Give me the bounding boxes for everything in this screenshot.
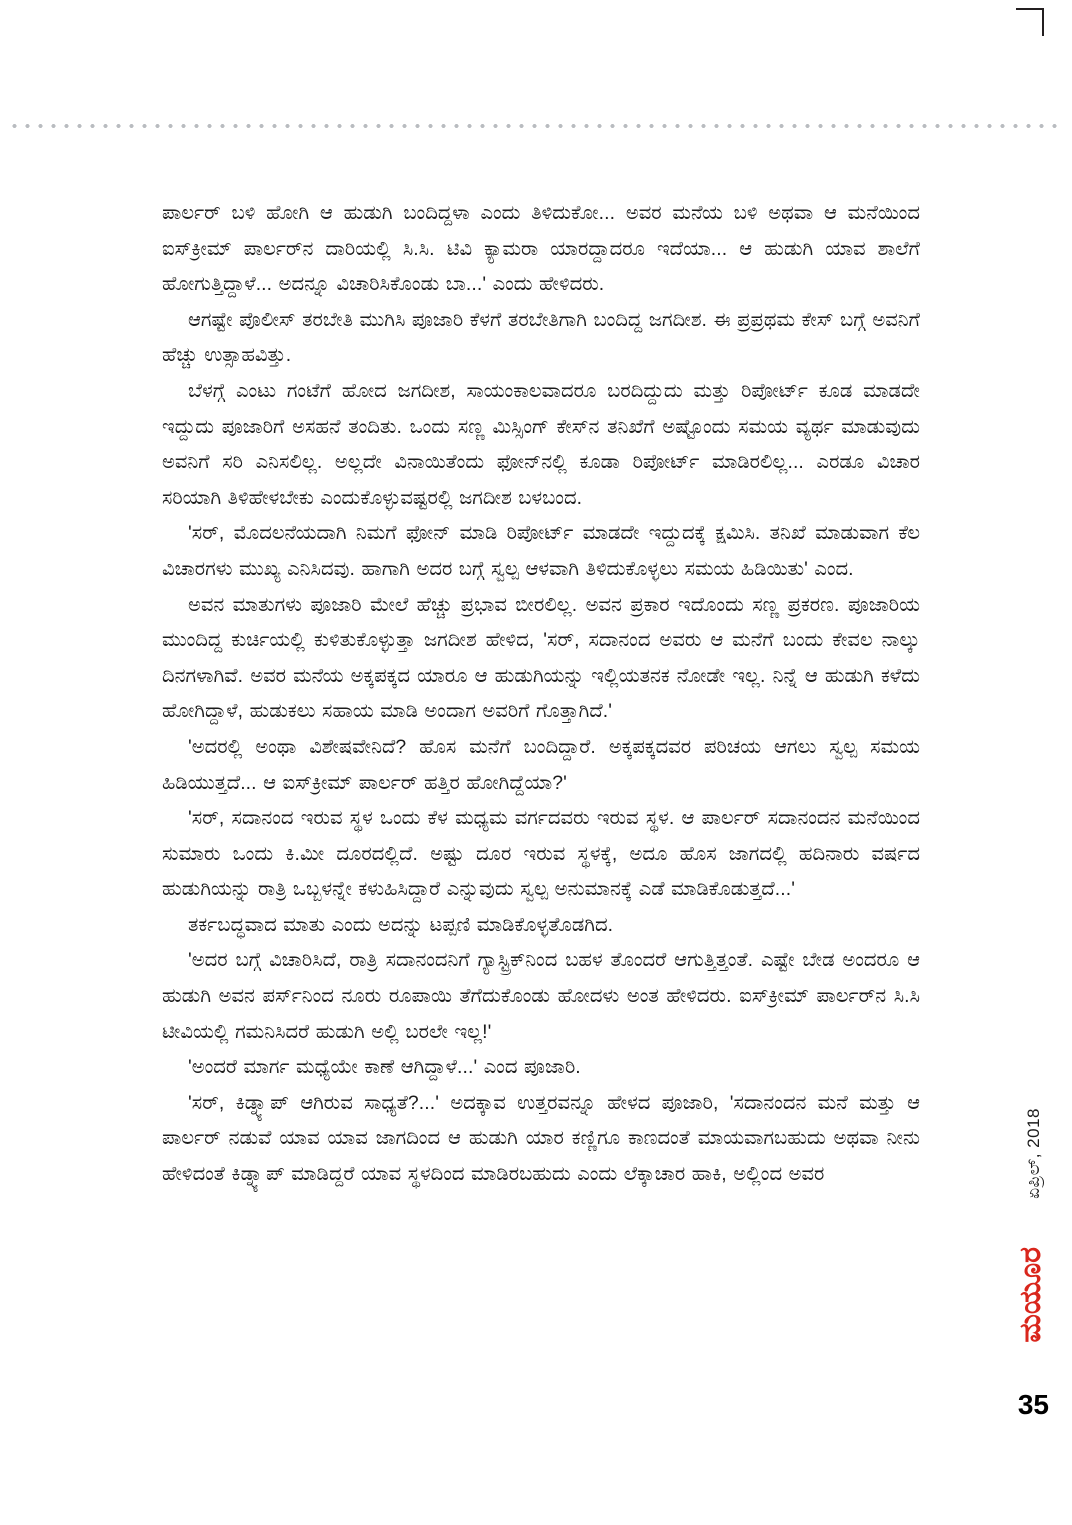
paragraph: 'ಅದರಲ್ಲಿ ಅಂಥಾ ವಿಶೇಷವೇನಿದೆ? ಹೊಸ ಮನೆಗೆ ಬಂದಿದ್ದಾರೆ. ಅಕ್ಕಪಕ್ಕದವರ ಪರಿಚಯ ಆಗಲು ಸ್ವಲ್ಪ ಸಮಯ ಹಿಡಿಯುತ್ತದೆ... ಆ ಐಸ್‌ಕ್ರೀಮ್ ಪಾರ್ಲರ್ ಹತ್ತಿರ ಹೋಗಿದ್ದೆಯಾ?' xyxy=(162,735,920,794)
dotted-divider xyxy=(8,123,1064,129)
paragraph: 'ಅದರ ಬಗ್ಗೆ ವಿಚಾರಿಸಿದೆ, ರಾತ್ರಿ ಸದಾನಂದನಿಗೆ ಗ್ಯಾಸ್ಟ್ರಿಕ್‌ನಿಂದ ಬಹಳ ತೊಂದರೆ ಆಗುತ್ತಿತ್ತಂತೆ. ಎಷ್ಟೇ ಬೇಡ ಅಂದರೂ ಆ ಹುಡುಗಿ ಅವನ ಪರ್ಸ್‌ನಿಂದ ನೂರು ರೂಪಾಯಿ ತೆಗೆದುಕೊಂಡು ಹೋದಳು ಅಂತ ಹೇಳಿದರು. ಐಸ್‌ಕ್ರೀಮ್ ಪಾರ್ಲರ್‌ನ ಸಿ.ಸಿ ಟೀವಿಯಲ್ಲಿ ಗಮನಿಸಿದರೆ ಹುಡುಗಿ ಅಲ್ಲಿ ಬರಲೇ ಇಲ್ಲ!' xyxy=(162,949,920,1043)
paragraph: ಅವನ ಮಾತುಗಳು ಪೂಜಾರಿ ಮೇಲೆ ಹೆಚ್ಚು ಪ್ರಭಾವ ಬೀರಲಿಲ್ಲ. ಅವನ ಪ್ರಕಾರ ಇದೊಂದು ಸಣ್ಣ ಪ್ರಕರಣ. ಪೂಜಾರಿಯ ಮುಂದಿದ್ದ ಕುರ್ಚಿಯಲ್ಲಿ ಕುಳಿತುಕೊಳ್ಳುತ್ತಾ ಜಗದೀಶ ಹೇಳಿದ, 'ಸರ್, ಸದಾನಂದ ಅವರು ಆ ಮನೆಗೆ ಬಂದು ಕೇವಲ ನಾಲ್ಕು ದಿನಗಳಾಗಿವೆ. ಅವರ ಮನೆಯ ಅಕ್ಕಪಕ್ಕದ ಯಾರೂ ಆ ಹುಡುಗಿಯನ್ನು ಇಲ್ಲಿಯತನಕ ನೋಡೇ ಇಲ್ಲ. ನಿನ್ನೆ ಆ ಹುಡುಗಿ ಕಳೆದು ಹೋಗಿದ್ದಾಳೆ, ಹುಡುಕಲು ಸಹಾಯ ಮಾಡಿ ಅಂದಾಗ ಅವರಿಗೆ ಗೊತ್ತಾಗಿದೆ.' xyxy=(162,593,920,723)
paragraph: 'ಸರ್, ಕಿಡ್ನ್ಯಾಪ್ ಆಗಿರುವ ಸಾಧ್ಯತೆ?...' ಅದಕ್ಕಾವ ಉತ್ತರವನ್ನೂ ಹೇಳದ ಪೂಜಾರಿ, 'ಸದಾನಂದನ ಮನೆ ಮತ್ತು ಆ ಪಾರ್ಲರ್ ನಡುವೆ ಯಾವ ಯಾವ ಜಾಗದಿಂದ ಆ ಹುಡುಗಿ ಯಾರ ಕಣ್ಣಿಗೂ ಕಾಣದಂತೆ ಮಾಯವಾಗಬಹುದು ಅಥವಾ ನೀನು ಹೇಳಿದಂತೆ ಕಿಡ್ನ್ಯಾಪ್ ಮಾಡಿದ್ದರೆ ಯಾವ ಸ್ಥಳದಿಂದ ಮಾಡಿರಬಹುದು ಎಂದು ಲೆಕ್ಕಾಚಾರ ಹಾಕಿ, ಅಲ್ಲಿಂದ ಅವರ xyxy=(162,1091,920,1186)
issue-date-label: ಏಪ್ರಿಲ್, 2018 xyxy=(1024,1108,1043,1199)
paragraph: 'ಅಂದರೆ ಮಾರ್ಗ ಮಧ್ಯೆಯೇ ಕಾಣೆ ಆಗಿದ್ದಾಳೆ...' ಎಂದ ಪೂಜಾರಿ. xyxy=(188,1056,581,1079)
paragraph: ಆಗಷ್ಟೇ ಪೊಲೀಸ್ ತರಬೇತಿ ಮುಗಿಸಿ ಪೂಜಾರಿ ಕೆಳಗೆ ತರಬೇತಿಗಾಗಿ ಬಂದಿದ್ದ ಜಗದೀಶ. ಈ ಪ್ರಪ್ರಥಮ ಕೇಸ್ ಬಗ್ಗೆ ಅವನಿಗೆ ಹೆಚ್ಚು ಉತ್ಸಾಹವಿತ್ತು. xyxy=(162,308,920,367)
paragraph: ತರ್ಕಬದ್ಧವಾದ ಮಾತು ಎಂದು ಅದನ್ನು ಟಪ್ಪಣಿ ಮಾಡಿಕೊಳ್ಳತೊಡಗಿದ. xyxy=(188,913,614,936)
paragraph: ಪಾರ್ಲರ್ ಬಳಿ ಹೋಗಿ ಆ ಹುಡುಗಿ ಬಂದಿದ್ದಳಾ ಎಂದು ತಿಳಿದುಕೋ... ಅವರ ಮನೆಯ ಬಳಿ ಅಥವಾ ಆ ಮನೆಯಿಂದ ಐಸ್‌ಕ್ರೀಮ್ ಪಾರ್ಲರ್‌ನ ದಾರಿಯಲ್ಲಿ ಸಿ.ಸಿ. ಟಿವಿ ಕ್ಯಾಮರಾ ಯಾರದ್ದಾದರೂ ಇದೆಯಾ... ಆ ಹುಡುಗಿ ಯಾವ ಶಾಲೆಗೆ ಹೋಗುತ್ತಿದ್ದಾಳೆ... ಅದನ್ನೂ ವಿಚಾರಿಸಿಕೊಂಡು ಬಾ...' ಎಂದು ಹೇಳಿದರು. xyxy=(162,202,920,296)
paragraph: 'ಸರ್, ಮೊದಲನೆಯದಾಗಿ ನಿಮಗೆ ಫೋನ್ ಮಾಡಿ ರಿಪೋರ್ಟ್ ಮಾಡದೇ ಇದ್ದುದಕ್ಕೆ ಕ್ಷಮಿಸಿ. ತನಿಖೆ ಮಾಡುವಾಗ ಕೆಲ ವಿಚಾರಗಳು ಮುಖ್ಯ ಎನಿಸಿದವು. ಹಾಗಾಗಿ ಅದರ ಬಗ್ಗೆ ಸ್ವಲ್ಪ ಆಳವಾಗಿ ತಿಳಿದುಕೊಳ್ಳಲು ಸಮಯ ಹಿಡಿಯಿತು' ಎಂದ. xyxy=(162,522,920,580)
page-number: 35 xyxy=(1017,1389,1049,1420)
paragraph: ಬೆಳಗ್ಗೆ ಎಂಟು ಗಂಟೆಗೆ ಹೋದ ಜಗದೀಶ, ಸಾಯಂಕಾಲವಾದರೂ ಬರದಿದ್ದುದು ಮತ್ತು ರಿಪೋರ್ಟ್ ಕೂಡ ಮಾಡದೇ ಇದ್ದುದು ಪೂಜಾರಿಗೆ ಅಸಹನೆ ತಂದಿತು. ಒಂದು ಸಣ್ಣ ಮಿಸ್ಸಿಂಗ್ ಕೇಸ್‌ನ ತನಿಖೆಗೆ ಅಷ್ಟೊಂದು ಸಮಯ ವ್ಯರ್ಥ ಮಾಡುವುದು ಅವನಿಗೆ ಸರಿ ಎನಿಸಲಿಲ್ಲ. ಅಲ್ಲದೇ ವಿನಾಯಿತೆಂದು ಫೋನ್‌ನಲ್ಲಿ ಕೂಡಾ ರಿಪೋರ್ಟ್ ಮಾಡಿರಲಿಲ್ಲ... ಎರಡೂ ವಿಚಾರ ಸರಿಯಾಗಿ ತಿಳಿಹೇಳಬೇಕು ಎಂದುಕೊಳ್ಳುವಷ್ಟರಲ್ಲಿ ಜಗದೀಶ ಬಳಬಂದ. xyxy=(162,379,920,509)
magazine-masthead: ಮಯೂರ xyxy=(1014,1247,1047,1343)
paragraph: 'ಸರ್, ಸದಾನಂದ ಇರುವ ಸ್ಥಳ ಒಂದು ಕೆಳ ಮಧ್ಯಮ ವರ್ಗದವರು ಇರುವ ಸ್ಥಳ. ಆ ಪಾರ್ಲರ್ ಸದಾನಂದನ ಮನೆಯಿಂದ ಸುಮಾರು ಒಂದು ಕಿ.ಮೀ ದೂರದಲ್ಲಿದೆ. ಅಷ್ಟು ದೂರ ಇರುವ ಸ್ಥಳಕ್ಕೆ, ಅದೂ ಹೊಸ ಜಾಗದಲ್ಲಿ ಹದಿನಾರು ವರ್ಷದ ಹುಡುಗಿಯನ್ನು ರಾತ್ರಿ ಒಬ್ಬಳನ್ನೇ ಕಳುಹಿಸಿದ್ದಾರೆ ಎನ್ನುವುದು ಸ್ವಲ್ಪ ಅನುಮಾನಕ್ಕೆ ಎಡೆ ಮಾಡಿಕೊಡುತ್ತದೆ...' xyxy=(162,807,920,901)
article-body xyxy=(162,196,920,1193)
crop-mark-top-right xyxy=(1016,8,1044,36)
